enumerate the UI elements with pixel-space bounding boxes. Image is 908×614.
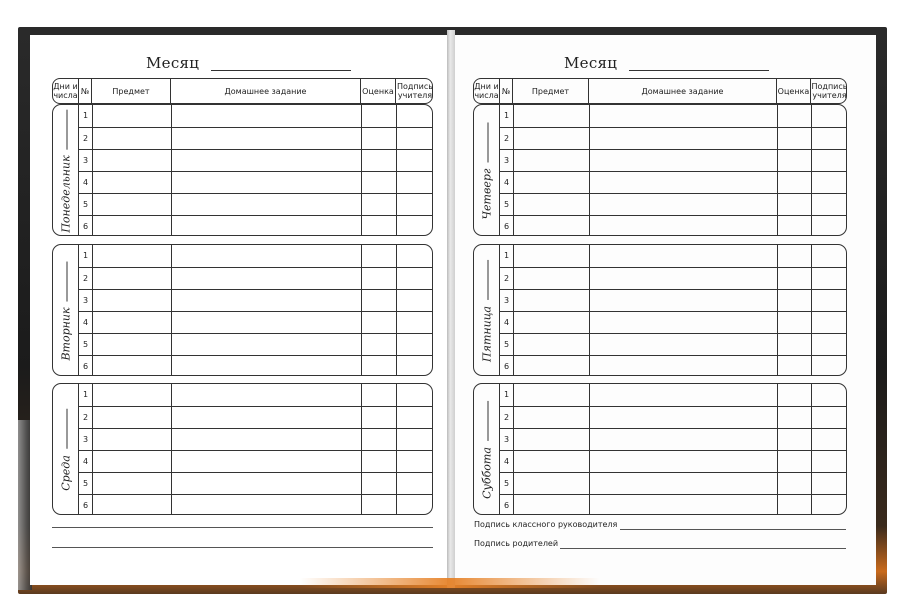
lesson-row[interactable] bbox=[79, 406, 432, 428]
parents-signature-label: Подпись родителей bbox=[474, 539, 559, 548]
lesson-row[interactable] bbox=[79, 171, 432, 193]
date-line bbox=[487, 260, 488, 300]
month-heading-left bbox=[146, 54, 351, 72]
lesson-number: 6 bbox=[82, 501, 89, 510]
lesson-number: 4 bbox=[82, 318, 89, 327]
header-signature: Подпись учителя bbox=[397, 82, 433, 100]
lesson-number: 6 bbox=[503, 501, 510, 510]
header-grade: Оценка bbox=[361, 79, 396, 103]
lesson-row[interactable] bbox=[79, 215, 432, 236]
lesson-row[interactable] bbox=[79, 193, 432, 215]
month-label: Месяц bbox=[146, 54, 200, 72]
date-line bbox=[487, 123, 488, 163]
lesson-row[interactable] bbox=[79, 289, 432, 311]
class-teacher-signature-label: Подпись классного руководителя bbox=[474, 520, 618, 529]
month-label: Месяц bbox=[564, 54, 618, 72]
day-name bbox=[60, 261, 73, 360]
day-cell bbox=[53, 384, 79, 514]
day-cell bbox=[474, 105, 500, 235]
lesson-number: 5 bbox=[503, 479, 510, 488]
lesson-number: 4 bbox=[82, 178, 89, 187]
day-cell bbox=[53, 245, 79, 375]
day-name-text: Среда bbox=[59, 455, 73, 491]
lesson-number: 2 bbox=[82, 274, 89, 283]
lesson-number: 6 bbox=[503, 222, 510, 231]
lesson-number: 3 bbox=[503, 296, 510, 305]
lesson-row[interactable] bbox=[500, 171, 846, 193]
date-line bbox=[487, 401, 488, 441]
month-heading-right bbox=[564, 54, 769, 72]
cover-flare bbox=[300, 578, 600, 588]
lesson-row[interactable] bbox=[79, 267, 432, 289]
day-block bbox=[52, 383, 433, 515]
lesson-row[interactable] bbox=[500, 289, 846, 311]
day-block bbox=[473, 383, 847, 515]
lesson-number: 4 bbox=[503, 178, 510, 187]
table-header-right bbox=[473, 78, 847, 104]
lesson-number: 3 bbox=[82, 156, 89, 165]
month-line bbox=[211, 58, 351, 71]
header-grade: Оценка bbox=[777, 79, 811, 103]
header-subject: Предмет bbox=[92, 79, 171, 103]
class-teacher-signature-line bbox=[620, 529, 846, 530]
lesson-number: 2 bbox=[503, 413, 510, 422]
lesson-number: 1 bbox=[82, 390, 89, 399]
lesson-row[interactable] bbox=[500, 245, 846, 267]
lesson-number: 1 bbox=[503, 111, 510, 120]
lesson-row[interactable] bbox=[79, 127, 432, 149]
lesson-number: 6 bbox=[82, 362, 89, 371]
lesson-number: 1 bbox=[82, 111, 89, 120]
note-line bbox=[52, 547, 433, 548]
header-signature: Подпись учителя bbox=[811, 82, 848, 100]
parents-signature-line bbox=[560, 548, 846, 549]
header-homework: Домашнее задание bbox=[589, 79, 777, 103]
lesson-row[interactable] bbox=[500, 333, 846, 355]
lesson-row[interactable] bbox=[500, 472, 846, 494]
lesson-row[interactable] bbox=[500, 149, 846, 171]
lesson-number: 2 bbox=[503, 134, 510, 143]
day-block bbox=[52, 104, 433, 236]
lesson-number: 3 bbox=[503, 435, 510, 444]
header-subject: Предмет bbox=[513, 79, 589, 103]
lesson-number: 5 bbox=[503, 200, 510, 209]
table-header-left bbox=[52, 78, 433, 104]
day-name-text: Четверг bbox=[480, 168, 494, 220]
lesson-number: 6 bbox=[82, 222, 89, 231]
day-cell bbox=[474, 384, 500, 514]
lesson-row[interactable] bbox=[79, 311, 432, 333]
day-name bbox=[60, 109, 73, 232]
lesson-row[interactable] bbox=[79, 355, 432, 376]
date-line bbox=[66, 261, 67, 301]
lesson-row[interactable] bbox=[79, 245, 432, 267]
lesson-row[interactable] bbox=[500, 406, 846, 428]
lesson-number: 3 bbox=[82, 435, 89, 444]
header-homework: Домашнее задание bbox=[171, 79, 361, 103]
day-name bbox=[481, 260, 494, 362]
lesson-number: 1 bbox=[503, 390, 510, 399]
note-line bbox=[52, 527, 433, 528]
day-name-text: Понедельник bbox=[59, 155, 73, 233]
day-name bbox=[481, 123, 494, 220]
day-name bbox=[481, 401, 494, 499]
lesson-row[interactable] bbox=[79, 149, 432, 171]
date-line bbox=[66, 109, 67, 149]
date-line bbox=[66, 409, 67, 449]
lesson-row[interactable] bbox=[500, 105, 846, 127]
day-name-text: Вторник bbox=[59, 307, 73, 361]
lesson-row[interactable] bbox=[79, 472, 432, 494]
lesson-row[interactable] bbox=[79, 105, 432, 127]
lesson-number: 3 bbox=[82, 296, 89, 305]
lesson-number: 2 bbox=[82, 413, 89, 422]
lesson-number: 4 bbox=[82, 457, 89, 466]
day-name-text: Суббота bbox=[480, 447, 494, 499]
lesson-number: 5 bbox=[503, 340, 510, 349]
day-block bbox=[473, 104, 847, 236]
lesson-number: 1 bbox=[503, 251, 510, 260]
day-cell bbox=[53, 105, 79, 235]
day-name bbox=[60, 409, 73, 491]
lesson-row[interactable] bbox=[79, 384, 432, 406]
lesson-number: 4 bbox=[503, 457, 510, 466]
lesson-number: 5 bbox=[82, 200, 89, 209]
lesson-number: 4 bbox=[503, 318, 510, 327]
day-block bbox=[473, 244, 847, 376]
notebook-spine bbox=[447, 30, 455, 588]
lesson-row[interactable] bbox=[500, 428, 846, 450]
lesson-row[interactable] bbox=[500, 267, 846, 289]
month-line bbox=[629, 58, 769, 71]
lesson-number: 1 bbox=[82, 251, 89, 260]
header-number: № bbox=[79, 79, 92, 103]
lesson-row[interactable] bbox=[79, 333, 432, 355]
lesson-row[interactable] bbox=[500, 127, 846, 149]
lesson-row[interactable] bbox=[79, 428, 432, 450]
lesson-row[interactable] bbox=[500, 450, 846, 472]
lesson-row[interactable] bbox=[500, 215, 846, 236]
header-days: Дни и числа bbox=[474, 79, 500, 103]
lesson-row[interactable] bbox=[79, 450, 432, 472]
day-name-text: Пятница bbox=[480, 306, 494, 362]
lesson-number: 5 bbox=[82, 479, 89, 488]
lesson-row[interactable] bbox=[500, 355, 846, 376]
lesson-number: 2 bbox=[82, 134, 89, 143]
lesson-number: 5 bbox=[82, 340, 89, 349]
lesson-row[interactable] bbox=[79, 494, 432, 515]
header-number: № bbox=[500, 79, 513, 103]
lesson-row[interactable] bbox=[500, 193, 846, 215]
lesson-row[interactable] bbox=[500, 384, 846, 406]
day-cell bbox=[474, 245, 500, 375]
lesson-number: 6 bbox=[503, 362, 510, 371]
header-days: Дни и числа bbox=[53, 79, 79, 103]
lesson-number: 2 bbox=[503, 274, 510, 283]
lesson-number: 3 bbox=[503, 156, 510, 165]
lesson-row[interactable] bbox=[500, 311, 846, 333]
lesson-row[interactable] bbox=[500, 494, 846, 515]
day-block bbox=[52, 244, 433, 376]
